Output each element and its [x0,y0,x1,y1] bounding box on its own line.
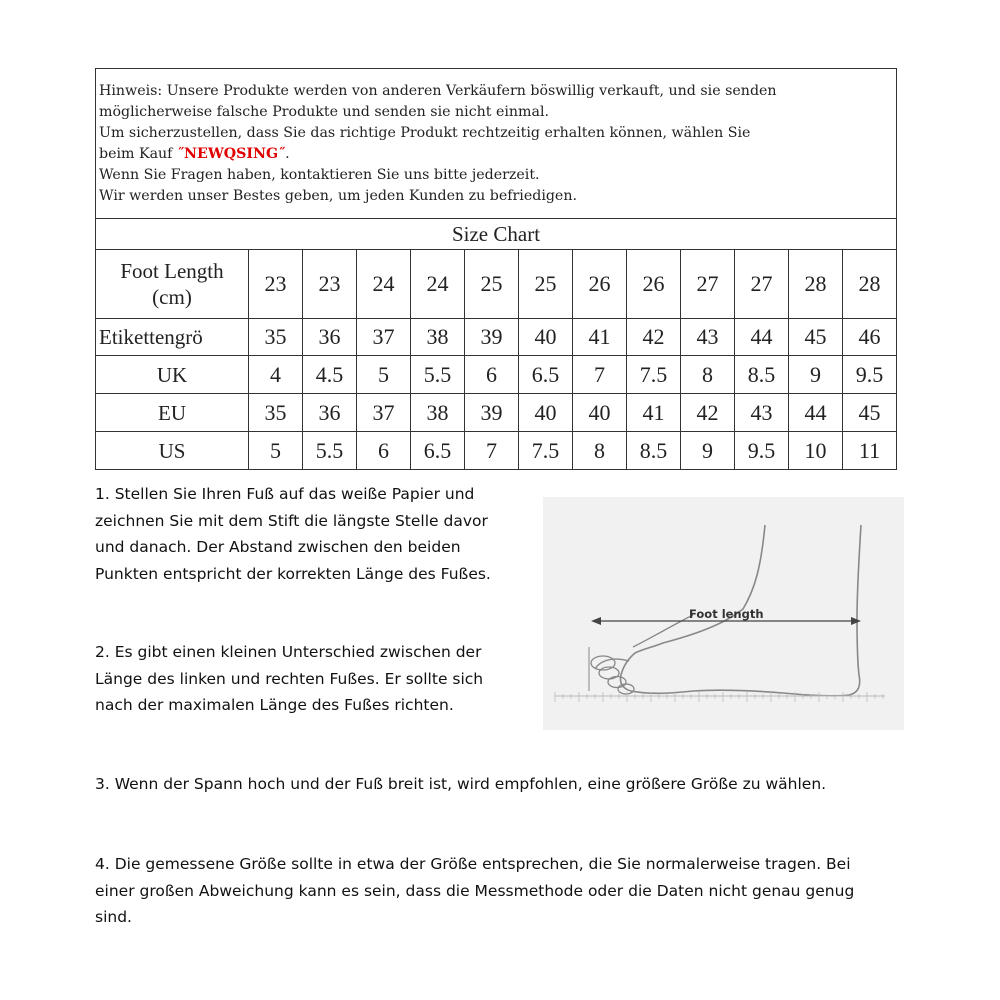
notice-line: Wir werden unser Bestes geben, um jeden Kunden zu befriedigen. [99,188,577,204]
notice-line [99,144,893,165]
table-cell: 10 [789,432,843,470]
table-cell: 43 [735,394,789,432]
table-row [96,432,897,470]
table-cell: 9.5 [843,356,897,394]
table-cell: 8.5 [627,432,681,470]
notice-line: Wenn Sie Fragen haben, kontaktieren Sie uns bitte jederzeit. [99,167,540,183]
table-cell: 24 [411,250,465,319]
table-cell: 41 [573,319,627,356]
foot-measure-illustration [543,497,904,730]
table-cell: 24 [357,250,411,319]
instruction-3: 3. Wenn der Spann hoch und der Fuß breit ist, wird empfohlen, eine größere Größe zu wählen. [95,775,827,793]
instruction-1: 1. Stellen Sie Ihren Fuß auf das weiße Papier und zeichnen Sie mit dem Stift die längste Stelle davor und danach. Der Abstand zwischen den beiden Punkten entspricht der korrekten Länge des Fußes. [95,485,491,583]
instruction-2: 2. Es gibt einen kleinen Unterschied zwischen der Länge des linken und rechten Fußes. Er sollte sich nach der maximalen Länge des Fußes richten. [95,643,484,714]
table-cell: 37 [357,394,411,432]
table-row [96,319,897,356]
table-cell: 38 [411,319,465,356]
table-cell: 40 [519,394,573,432]
row-header-unit: (cm) [152,285,192,309]
brand-name: ˝NEWQSING˝ [176,146,286,162]
size-chart-table [95,218,897,470]
table-cell: 40 [519,319,573,356]
table-cell: 28 [789,250,843,319]
table-cell: 5.5 [303,432,357,470]
table-cell: 5 [249,432,303,470]
table-cell: 4 [249,356,303,394]
instruction-4: 4. Die gemessene Größe sollte in etwa der Größe entsprechen, die Sie normalerweise tragen. Bei einer großen Abweichung kann es sein, dass die Messmethode oder die Daten nicht genau genug sind. [95,855,855,926]
table-cell: 39 [465,394,519,432]
notice-line: möglicherweise falsche Produkte und senden sie nicht einmal. [99,104,550,120]
table-cell: 8.5 [735,356,789,394]
table-cell: 8 [573,432,627,470]
table-cell: 5 [357,356,411,394]
table-cell: 23 [303,250,357,319]
notice-text: beim Kauf [99,146,177,162]
table-cell: 9.5 [735,432,789,470]
table-cell: 35 [249,319,303,356]
table-cell: 7.5 [627,356,681,394]
foot-drawing [543,497,904,730]
foot-length-label: Foot length [689,607,764,621]
table-cell: 43 [681,319,735,356]
ruler-ticks [555,692,883,702]
row-header-label-size: Etikettengrö [96,319,249,356]
table-cell: 5.5 [411,356,465,394]
table-cell: 42 [627,319,681,356]
notice-line: Hinweis: Unsere Produkte werden von anderen Verkäufern böswillig verkauft, und sie senden [99,83,777,99]
table-cell: 45 [789,319,843,356]
table-cell: 35 [249,394,303,432]
table-cell: 36 [303,319,357,356]
table-cell: 7 [573,356,627,394]
table-cell: 25 [465,250,519,319]
table-cell: 6.5 [519,356,573,394]
table-cell: 6.5 [411,432,465,470]
table-row [96,394,897,432]
table-cell: 25 [519,250,573,319]
table-row [96,250,897,319]
notice-text: . [285,146,290,162]
table-cell: 7 [465,432,519,470]
row-header-us: US [96,432,249,470]
table-cell: 7.5 [519,432,573,470]
table-cell: 4.5 [303,356,357,394]
table-cell: 42 [681,394,735,432]
table-cell: 27 [735,250,789,319]
table-cell: 39 [465,319,519,356]
row-header-uk: UK [96,356,249,394]
table-cell: 27 [681,250,735,319]
table-cell: 9 [681,432,735,470]
table-cell: 44 [735,319,789,356]
table-cell: 36 [303,394,357,432]
table-cell: 37 [357,319,411,356]
row-header-eu: EU [96,394,249,432]
table-cell: 11 [843,432,897,470]
notice-box [95,68,897,219]
table-cell: 8 [681,356,735,394]
table-cell: 6 [357,432,411,470]
table-cell: 9 [789,356,843,394]
row-header-foot-length [96,250,249,319]
table-cell: 38 [411,394,465,432]
row-header-line: Foot Length [120,259,224,283]
notice-line: Um sicherzustellen, dass Sie das richtige Produkt rechtzeitig erhalten können, wählen Sie [99,125,751,141]
table-row [96,356,897,394]
table-cell: 41 [627,394,681,432]
table-cell: 23 [249,250,303,319]
table-cell: 26 [627,250,681,319]
table-cell: 6 [465,356,519,394]
table-cell: 44 [789,394,843,432]
table-cell: 45 [843,394,897,432]
size-chart-title: Size Chart [96,219,897,250]
table-cell: 28 [843,250,897,319]
table-cell: 46 [843,319,897,356]
table-cell: 26 [573,250,627,319]
table-cell: 40 [573,394,627,432]
